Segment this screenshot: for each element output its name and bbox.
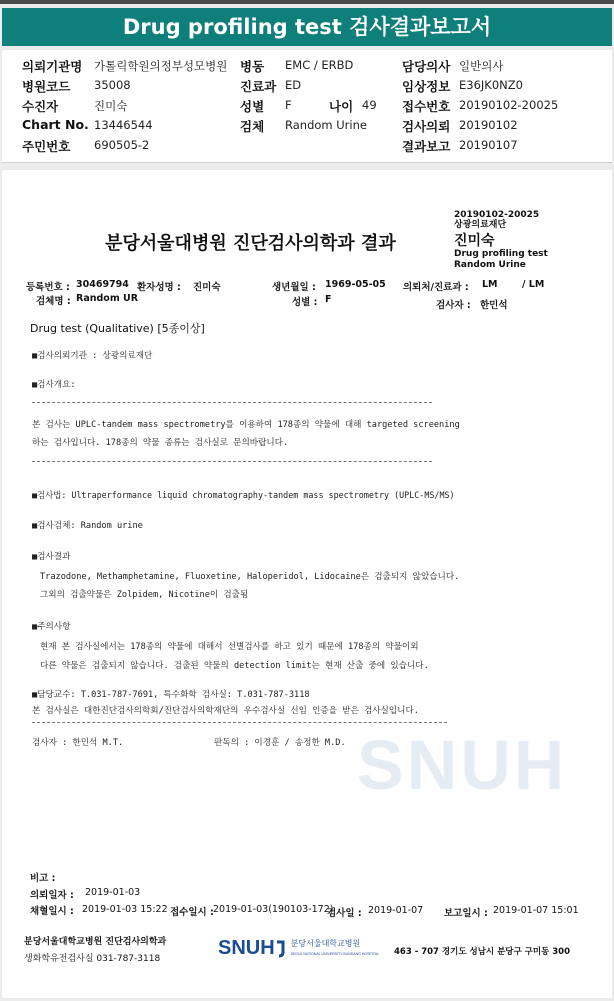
result-heading: ■검사결과 bbox=[32, 552, 71, 562]
sex-value: F bbox=[285, 98, 292, 112]
logo-text: SNUH bbox=[218, 937, 275, 959]
age-value: 49 bbox=[362, 98, 377, 112]
rrn-value: 690505-2 bbox=[94, 138, 150, 152]
reg-no-value: 30469794 bbox=[76, 279, 129, 290]
cert-line: 본 검사실은 대한진단검사의학회/진단검사의학재단의 우수검사실 신임 인증을 받은 검사실입니다. bbox=[32, 706, 419, 716]
patient-name-label: 환자성명 : bbox=[137, 282, 181, 293]
method-line: ■검사법: Ultraperformance liquid chromatography-tandem mass spectrometry (UPLC-MS/MS) bbox=[32, 490, 455, 500]
remark-label: 비고 : bbox=[30, 873, 56, 884]
rrn-label: 주민번호 bbox=[22, 139, 71, 154]
overview-line-2: 하는 검사입니다. 178종의 약물 종류는 검사실로 문의바랍니다. bbox=[32, 438, 289, 448]
department-value: ED bbox=[285, 78, 302, 92]
dept-label: 의뢰처/진료과 : bbox=[403, 282, 469, 293]
receipt-value: 20190102-20025 bbox=[459, 98, 559, 112]
report-sex-label: 성별 : bbox=[292, 297, 318, 308]
snuh-logo bbox=[218, 937, 379, 960]
chart-value: 13446544 bbox=[94, 118, 153, 132]
ward-label: 병동 bbox=[240, 59, 265, 74]
caution-line-2: 다른 약물은 검출되지 않습니다. 검출된 약물의 detection limit는 현재 산출 중에 있습니다. bbox=[40, 661, 429, 671]
report-date-label: 결과보고 bbox=[402, 139, 451, 154]
report-time-label: 보고일시 : bbox=[444, 908, 488, 919]
receipt-time-label: 접수일시 : bbox=[170, 907, 214, 918]
report-date-value: 20190107 bbox=[459, 138, 518, 152]
stamp-name: 진미숙 bbox=[454, 233, 495, 249]
patient-label: 수진자 bbox=[22, 99, 59, 114]
divider bbox=[32, 722, 447, 723]
specimen-label: 검체 bbox=[240, 119, 265, 134]
dept-value: LM bbox=[482, 279, 498, 290]
logo-mark-icon bbox=[275, 940, 287, 958]
top-status-bar bbox=[0, 0, 614, 4]
result-line-1: Trazodone, Methamphetamine, Fluoxetine, Haloperidol, Lidocaine은 검출되지 않았습니다. bbox=[40, 572, 460, 582]
stamp-test: Drug profiling test bbox=[454, 249, 548, 259]
collection-value: 2019-01-03 15:22 bbox=[82, 904, 168, 915]
request-date-label: 검사의뢰 bbox=[402, 119, 451, 134]
report-time-value: 2019-01-07 15:01 bbox=[493, 905, 579, 916]
reader-signature: 판독의 : 이경훈 / 송정한 M.D. bbox=[214, 738, 346, 748]
specimen-line: ■검사검체: Random urine bbox=[32, 521, 143, 531]
dob-value: 1969-05-05 bbox=[325, 279, 386, 290]
receipt-time-value: 2019-01-03(190103-172) bbox=[213, 904, 334, 915]
hospital-code-label: 병원코드 bbox=[22, 79, 71, 94]
institution-label: 의뢰기관명 bbox=[22, 59, 83, 74]
sex-label: 성별 bbox=[240, 99, 265, 114]
report-sex-value: F bbox=[325, 294, 332, 305]
patient-name-value: 진미숙 bbox=[193, 282, 221, 293]
footer-lab: 생화학유전검사실 031-787-3118 bbox=[24, 954, 161, 964]
dept-value-2: / LM bbox=[522, 279, 545, 290]
divider bbox=[32, 402, 432, 403]
tester-value: 한민석 bbox=[480, 300, 508, 311]
specimen-name-value: Random UR bbox=[76, 293, 139, 304]
logo-subtitle-ko: 분당서울대학교병원 bbox=[290, 938, 361, 948]
tester-label: 검사자 : bbox=[436, 300, 471, 311]
doctor-value: 일반의사 bbox=[459, 59, 504, 73]
ward-value: EMC / ERBD bbox=[285, 58, 354, 72]
specimen-name-label: 검체명 : bbox=[36, 296, 71, 307]
specimen-value: Random Urine bbox=[285, 118, 367, 132]
stamp-specimen: Random Urine bbox=[454, 260, 526, 270]
logo-subtitle-en: SEOUL NATIONAL UNIVERSITY BUNDANG HOSPITAL bbox=[290, 951, 379, 956]
age-label: 나이 bbox=[329, 99, 354, 114]
page-title: Drug profiling test 검사결과보고서 bbox=[2, 8, 612, 46]
section-agency: ■검사의뢰기관 : 상광의료재단 bbox=[32, 351, 153, 361]
tester-signature: 검사자 : 한민석 M.T. bbox=[32, 738, 124, 748]
institution-value: 가톨릭학원의정부성모병원 bbox=[94, 59, 228, 73]
clinical-info-label: 임상정보 bbox=[402, 79, 451, 94]
caution-line-1: 현재 본 검사실에서는 178종의 약물에 대해서 선별검사를 하고 있기 때문에 178종의 약물이외 bbox=[40, 642, 419, 652]
report-meta-panel bbox=[2, 50, 612, 163]
footer-department: 분당서울대학교병원 진단검사의학과 bbox=[24, 937, 167, 947]
collection-label: 채혈일시 : bbox=[30, 906, 74, 917]
snuh-watermark: SNUH bbox=[357, 726, 568, 804]
department-label: 진료과 bbox=[240, 79, 277, 94]
clinical-info-value: E36JK0NZ0 bbox=[459, 78, 523, 92]
stamp-agency: 상광의료재단 bbox=[454, 220, 507, 230]
section-overview: ■검사개요: bbox=[32, 380, 76, 390]
caution-heading: ■주의사항 bbox=[32, 622, 71, 632]
test-date-label: 검사일 : bbox=[327, 908, 362, 919]
report-title: 분당서울대병원 진단검사의학과 결과 bbox=[105, 233, 396, 254]
footer-address: 463 - 707 경기도 성남시 분당구 구미동 300 bbox=[394, 947, 571, 957]
reg-no-label: 등록번호 : bbox=[26, 282, 70, 293]
request-date-label: 의뢰일자 : bbox=[30, 890, 74, 901]
request-date-value: 20190102 bbox=[459, 118, 518, 132]
receipt-label: 접수번호 bbox=[402, 99, 451, 114]
chart-label: Chart No. bbox=[22, 117, 89, 132]
result-line-2: 그외의 검출약물은 Zolpidem, Nicotine이 검출됨 bbox=[40, 590, 249, 600]
report-document bbox=[2, 170, 612, 998]
request-date-value: 2019-01-03 bbox=[85, 887, 141, 898]
dob-label: 생년월일 : bbox=[272, 282, 316, 293]
doctor-label: 담당의사 bbox=[402, 59, 451, 74]
overview-line-1: 본 검사는 UPLC-tandem mass spectrometry를 이용하여 178종의 약물에 대해 targeted screening bbox=[32, 420, 460, 430]
contact-line: ■담당교수: T.031-787-7691, 특수화학 검사실: T.031-787-3118 bbox=[32, 690, 310, 700]
test-name: Drug test (Qualitative) [5종이상] bbox=[30, 322, 205, 335]
patient-value: 진미숙 bbox=[94, 99, 128, 113]
stamp-receipt: 20190102-20025 bbox=[454, 210, 540, 220]
hospital-code-value: 35008 bbox=[94, 78, 131, 92]
divider bbox=[32, 461, 432, 462]
test-date-value: 2019-01-07 bbox=[368, 905, 424, 916]
logo-subtitle bbox=[291, 939, 379, 959]
